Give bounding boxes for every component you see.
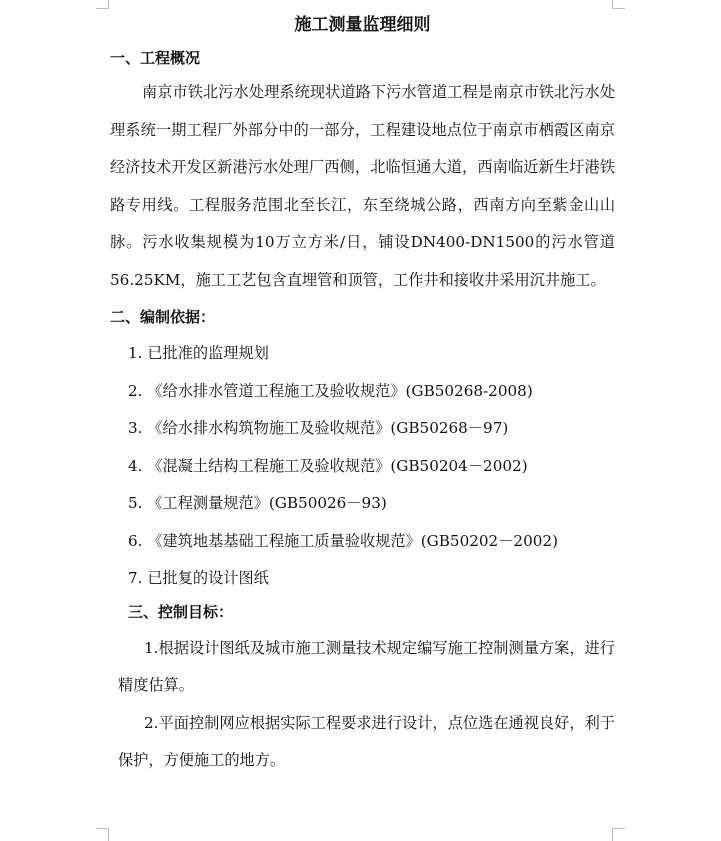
section-heading-basis: 二、编制依据： <box>110 308 216 326</box>
list-item: 1. 已批准的监理规划 <box>128 344 269 362</box>
section-heading-targets: 三、控制目标： <box>128 602 234 621</box>
list-item: 4. 《混凝土结构工程施工及验收规范》(GB50204－2002) <box>128 456 528 475</box>
list-item: 5. 《工程测量规范》(GB50026－93) <box>128 494 387 512</box>
list-item: 3. 《给水排水构筑物施工及验收规范》(GB50268－97) <box>128 419 509 437</box>
list-item: 2. 《给水排水管道工程施工及验收规范》(GB50268-2008) <box>128 381 533 400</box>
document-page <box>110 8 615 780</box>
document-title: 施工测量监理细则 <box>294 15 431 35</box>
list-item: 6. 《建筑地基基础工程施工质量验收规范》(GB50202－2002) <box>128 531 558 550</box>
crop-mark-bottom-right <box>612 828 625 841</box>
basis-list <box>110 335 615 598</box>
section-heading-overview: 一、工程概况 <box>110 49 201 67</box>
list-item: 7. 已批复的设计图纸 <box>128 569 269 587</box>
overview-paragraph: 南京市铁北污水处理系统现状道路下污水管道工程是南京市铁北污水处理系统一期工程厂外部分中的一部分，工程建设地点位于南京市栖霞区南京经济技术开发区新港污水处理厂西侧，北临恒通大道，西南临近新生圩港铁路专用线。工程服务范围北至长江，东至绕城公路，西南方向至紫金山山脉。污水收集规模为10万立方米/日，铺设DN400-DN1500的污水管道56.25KM，施工工艺包含直埋管和顶管，工作井和接收井采用沉井施工。 <box>110 83 615 289</box>
crop-mark-bottom-left <box>96 828 109 841</box>
target-item: 1.根据设计图纸及城市施工测量技术规定编写施工控制测量方案，进行精度估算。 <box>118 638 615 694</box>
crop-mark-top-left <box>96 0 109 9</box>
target-item: 2.平面控制网应根据实际工程要求进行设计，点位选在通视良好，利于保护，方便施工的地方。 <box>118 713 615 769</box>
